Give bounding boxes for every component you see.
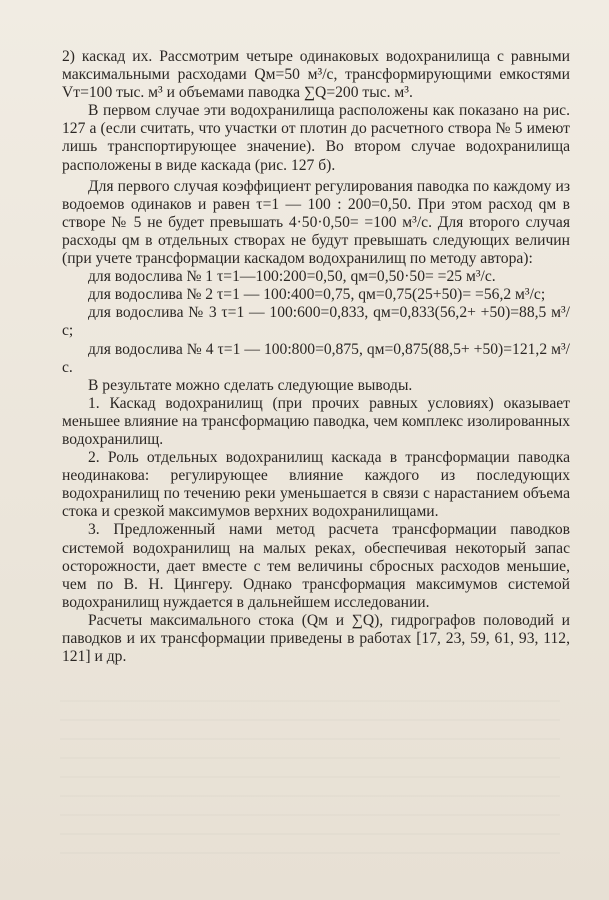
weir-4-calculation: для водослива № 4 τ=1 — 100:800=0,875, qм=0,875(88,5+ +50)=121,2 м³/с. xyxy=(62,340,570,376)
conclusion-3: 3. Предложенный нами метод расчета трансформации паводков системой водохранилищ на малых реках, обеспечивая некоторый запас осторожности, дает вместе с тем величины сбросных расходов меньшие, чем по В. Н. Цингеру. Однако трансформация максимумов системой водохранилищ нуждается в дальнейшем исследовании. xyxy=(62,521,570,611)
show-through-texture xyxy=(60,700,560,870)
paragraph-intro: 2) каскад их. Рассмотрим четыре одинаковых водохранилища с равными максимальными расходами Qм=50 м³/с, трансформирующими емкостями Vт=100 тыс. м³ и объемами паводка ∑Q=200 тыс. м³. xyxy=(62,48,570,102)
paragraph-regulation-coefficient: Для первого случая коэффициент регулирования паводка по каждому из водоемов одинаков и равен τ=1 — 100 : 200=0,50. При этом расход qм в створе № 5 не будет превышать 4·50·0,50= =100 м³/с. Для второго случая расходы qм в отдельных створах не будут превышать следующих величин (при учете трансформации каскадом водохранилищ по методу автора): xyxy=(62,177,570,268)
page-text xyxy=(62,48,570,666)
conclusion-2: 2. Роль отдельных водохранилищ каскада в трансформации паводка неодинакова: регулирующее влияние каждого из последующих водохранилищ по течению реки уменьшается в связи с нарастанием объема стока и срезкой максимумов верхних водохранилищами. xyxy=(62,449,570,521)
conclusion-1: 1. Каскад водохранилищ (при прочих равных условиях) оказывает меньшее влияние на трансформацию паводка, чем комплекс изолированных водохранилищ. xyxy=(62,394,570,448)
paragraph-first-case: В первом случае эти водохранилища расположены как показано на рис. 127 а (если считать, что участки от плотин до расчетного створа № 5 имеют лишь транспортирующее значение). Во втором случае водохранилища расположены в виде каскада (рис. 127 б). xyxy=(62,102,570,174)
weir-3-calculation: для водослива № 3 τ=1 — 100:600=0,833, qм=0,833(56,2+ +50)=88,5 м³/с; xyxy=(62,304,570,340)
weir-2-calculation: для водослива № 2 τ=1 — 100:400=0,75, qм=0,75(25+50)= =56,2 м³/с; xyxy=(88,286,546,304)
conclusions-heading: В результате можно сделать следующие выводы. xyxy=(88,376,413,394)
weir-1-calculation: для водослива № 1 τ=1—100:200=0,50, qм=0,50·50= =25 м³/с. xyxy=(88,268,496,286)
paragraph-references: Расчеты максимального стока (Qм и ∑Q), гидрографов половодий и паводков и их трансформации приведены в работах [17, 23, 59, 61, 93, 112, 121] и др. xyxy=(62,611,570,666)
